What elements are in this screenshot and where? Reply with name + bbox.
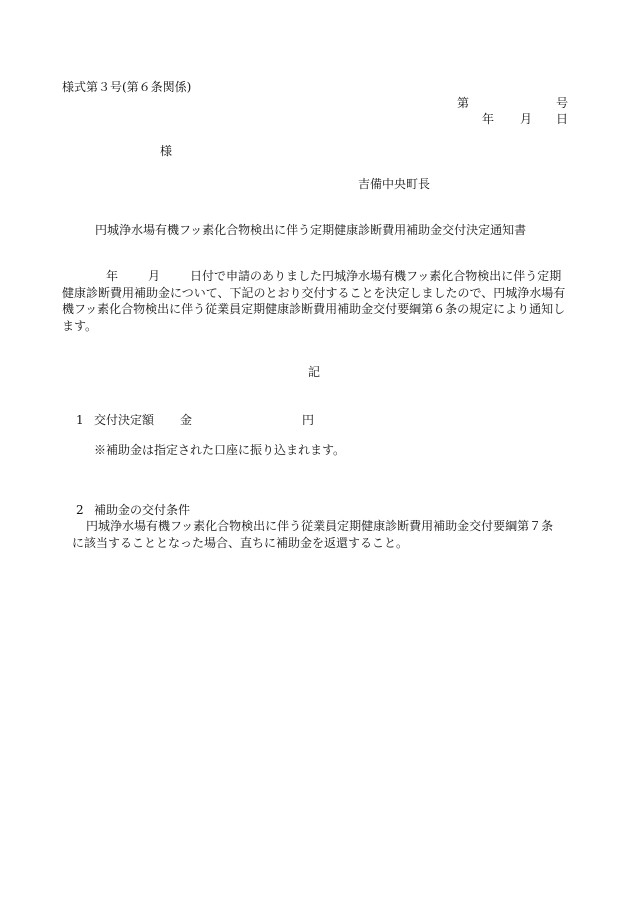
- item1-number: 1: [76, 413, 84, 427]
- body-month-label: 月: [148, 269, 161, 283]
- document-number-prefix: 第: [457, 96, 470, 110]
- document-number-suffix: 号: [556, 96, 569, 110]
- date-month-label: 月: [520, 112, 533, 126]
- body-year-label: 年: [106, 269, 119, 283]
- item1-label: 交付決定額: [94, 413, 155, 427]
- issuer-name: 吉備中央町長: [358, 177, 431, 191]
- item2-number: 2: [76, 503, 84, 517]
- document-title: 円城浄水場有機フッ素化合物検出に伴う定期健康診断費用補助金交付決定通知書: [95, 223, 527, 237]
- date-day-label: 日: [556, 112, 569, 126]
- item1-amount-unit: 円: [302, 413, 315, 427]
- item2-line1: 円城浄水場有機フッ素化合物検出に伴う従業員定期健康診断費用補助金交付要綱第７条: [86, 519, 554, 533]
- item1-amount-prefix: 金: [180, 413, 193, 427]
- item2-conditions: [62, 518, 572, 551]
- form-number: 様式第３号(第６条関係): [62, 80, 192, 94]
- item2-line2: に該当することとなった場合、直ちに補助金を返還すること。: [72, 535, 409, 550]
- item2-label: 補助金の交付条件: [94, 503, 191, 517]
- addressee-honorific: 様: [160, 144, 173, 158]
- ki-heading: 記: [308, 365, 321, 379]
- body-text: 日付で申請のありました円城浄水場有機フッ素化合物検出に伴う定期健康診断費用補助金について、下記のとおり交付することを決定しましたので、円城浄水場有機フッ素化合物検出に伴う従業員定期健康診断費用補助金交付要綱第６条の規定により通知します。: [62, 269, 566, 333]
- transfer-note: ※補助金は指定された口座に振り込まれます。: [94, 443, 346, 457]
- date-year-label: 年: [482, 112, 495, 126]
- body-paragraph: [62, 268, 570, 334]
